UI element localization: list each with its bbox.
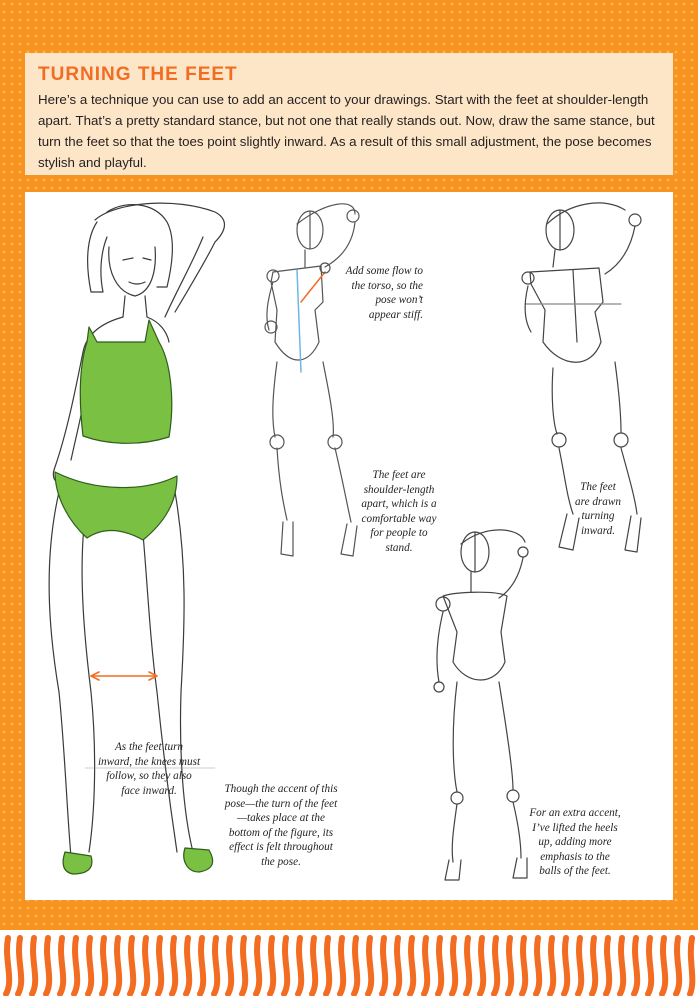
caption-shoulder-length: The feet are shoulder-length apart, which is a comfortable way for people to stand. (361, 469, 437, 554)
intro-paragraph: Here’s a technique you can use to add an accent to your drawings. Start with the feet at shoulder-length apart. That’s a pretty standard stance, but not one that really stands out. Now, draw the same stance, but turn the feet so that the toes point slightly inward. As a result of this small adjustment, the pose becomes stylish and playful. (38, 92, 655, 170)
caption-heels-lifted: For an extra accent, I’ve lifted the heels up, adding more emphasis to the balls of the feet. (529, 807, 621, 877)
intro-box (25, 53, 673, 175)
caption-accent-pose: Though the accent of this pose—the turn of the feet—takes place at the bottom of the figure, its effect is felt throughout the pose. (224, 783, 338, 868)
spiral-binding (0, 930, 698, 996)
construction-figure-heels-lifted (434, 530, 528, 880)
section-title: TURNING THE FEET (38, 64, 238, 85)
caption-torso-flow: Add some flow to the torso, so the pose won’t appear stiff. (345, 265, 423, 321)
caption-drawn-inward: The feet are drawn turning inward. (575, 481, 621, 537)
construction-figure-feet-apart (265, 204, 359, 556)
illustration-panel (25, 192, 673, 900)
caption-knees-follow: As the feet turn inward, the knees must follow, so they also face inward. (97, 741, 201, 797)
